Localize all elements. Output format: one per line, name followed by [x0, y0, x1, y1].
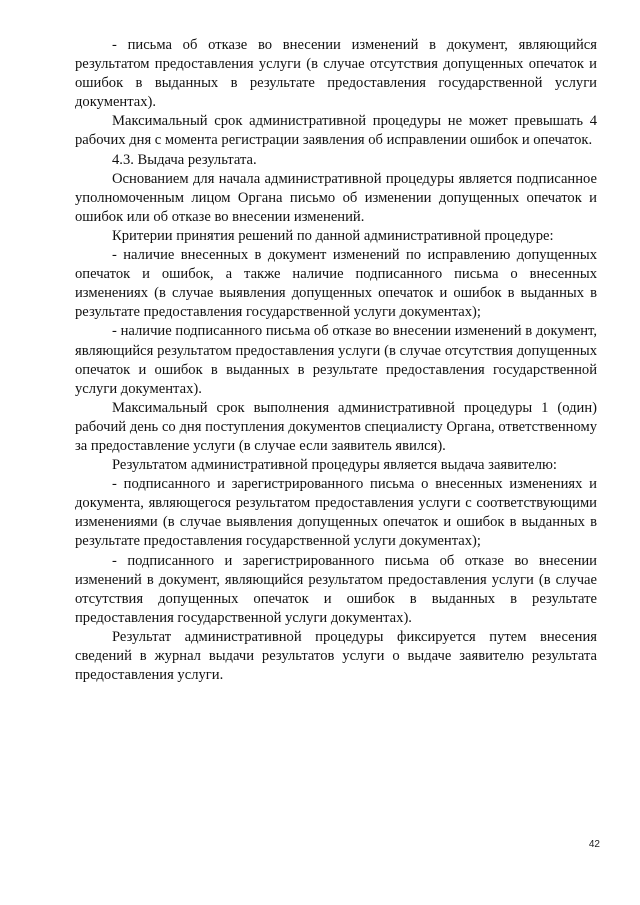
paragraph: Результат административной процедуры фиксируется путем внесения сведений в журнал выдачи результатов услуги о выдаче заявителю результата предоставления услуги.: [75, 628, 597, 684]
section-heading: 4.3. Выдача результата.: [112, 151, 257, 168]
page-number: 42: [588, 839, 600, 850]
paragraph: Основанием для начала административной процедуры является подписанное уполномоченным лицом Органа письмо об изменении допущенных опечаток и ошибок или об отказе во внесении изменений.: [75, 170, 597, 225]
paragraph: Максимальный срок административной процедуры не может превышать 4 рабочих дня с момента регистрации заявления об исправлении ошибок и опечаток.: [75, 113, 597, 149]
paragraph: Результатом административной процедуры является выдача заявителю:: [112, 457, 557, 474]
paragraph: Максимальный срок выполнения административной процедуры 1 (один) рабочий день со дня поступления документов специалисту Органа, ответственному за предоставление услуги (в случае если заявитель явился).: [75, 399, 597, 454]
paragraph: - письма об отказе во внесении изменений в документ, являющийся результатом предоставления услуги (в случае отсутствия допущенных опечаток и ошибок в выданных в результате предоставления государственной услуги документах).: [75, 37, 597, 111]
document-body: [75, 36, 597, 685]
list-item: - наличие подписанного письма об отказе во внесении изменений в документ, являющийся результатом предоставления услуги (в случае отсутствия допущенных опечаток и ошибок в выданных в результате предоставления государственной услуги документах).: [75, 323, 597, 397]
paragraph: Критерии принятия решений по данной административной процедуре:: [112, 227, 554, 244]
list-item: - подписанного и зарегистрированного письма о внесенных изменениях и документа, являющегося результатом предоставления услуги с соответствующими изменениями (в случае выявления допущенных опечаток и ошибок в выданных в результате предоставления государственной услуги документах);: [75, 476, 597, 550]
list-item: - наличие внесенных в документ изменений по исправлению допущенных опечаток и ошибок, а также наличие подписанного письма о внесенных изменениях (в случае выявления допущенных опечаток и ошибок в выданных в результате предоставления государственной услуги документах);: [75, 247, 597, 321]
list-item: - подписанного и зарегистрированного письма об отказе во внесении изменений в документ, являющийся результатом предоставления услуги (в случае отсутствия допущенных опечаток и ошибок в выданных в результате предоставления государственной услуги документах).: [75, 552, 597, 626]
